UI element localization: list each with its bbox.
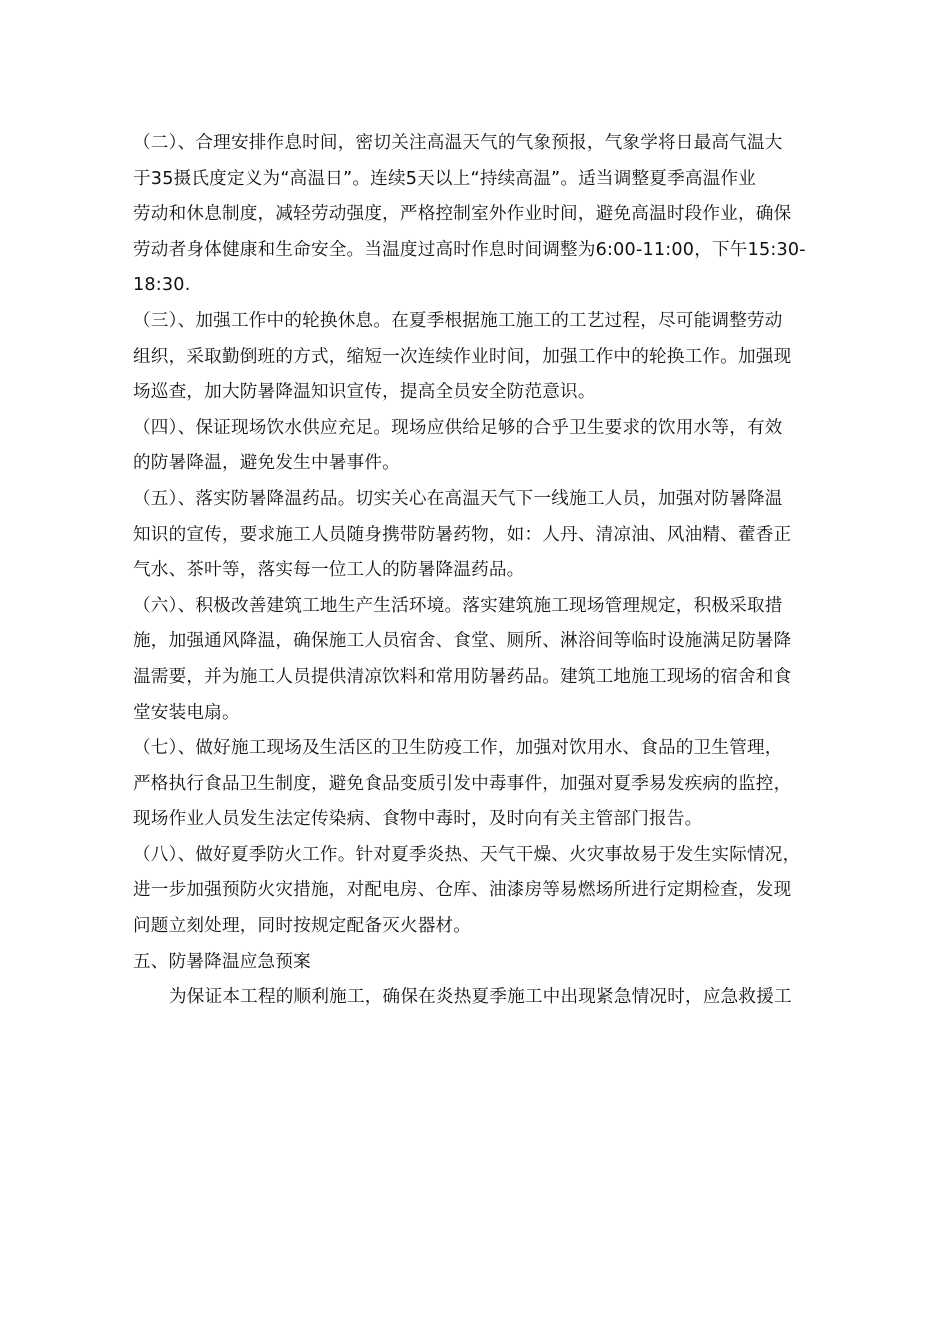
text-line: 施，加强通风降温，确保施工人员宿舍、食堂、厕所、淋浴间等临时设施满足防暑降: [133, 631, 792, 652]
text-line: （七）、做好施工现场及生活区的卫生防疫工作，加强对饮用水、食品的卫生管理，: [133, 738, 783, 759]
text-line: （四）、保证现场饮水供应充足。现场应供给足够的合乎卫生要求的饮用水等，有效: [133, 417, 783, 438]
text-line: （二）、合理安排作息时间，密切关注高温天气的气象预报，气象学将日最高气温大: [133, 133, 783, 153]
text-line: 气水、茶叶等，落实每一位工人的防暑降温药品。: [133, 560, 525, 581]
text-line: 进一步加强预防火灾措施，对配电房、仓库、油漆房等易燃场所进行定期检查，发现: [133, 880, 792, 901]
text-line: 问题立刻处理，同时按规定配备灭火器材。: [133, 916, 472, 937]
text-line: 劳动者身体健康和生命安全。当温度过高时作息时间调整为6:00-11:00，下午15:30-: [133, 239, 806, 260]
text-line: 严格执行食品卫生制度，避免食品变质引发中毒事件，加强对夏季易发疾病的监控，: [133, 773, 792, 794]
section-heading: 五、防暑降温应急预案: [133, 951, 311, 972]
text-line: 的防暑降温，避免发生中暑事件。: [133, 453, 400, 474]
text-line: 组织，采取勤倒班的方式，缩短一次连续作业时间，加强工作中的轮换工作。加强现: [133, 346, 792, 367]
text-line: 劳动和休息制度，减轻劳动强度，严格控制室外作业时间，避免高温时段作业，确保: [133, 204, 792, 225]
text-line: 场巡查，加大防暑降温知识宣传，提高全员安全防范意识。: [133, 382, 596, 403]
text-line: 现场作业人员发生法定传染病、食物中毒时，及时向有关主管部门报告。: [133, 809, 703, 830]
text-line: （五）、落实防暑降温药品。切实关心在高温天气下一线施工人员，加强对防暑降温: [133, 488, 783, 509]
text-line: 18:30.: [133, 275, 191, 296]
text-line: 于35摄氏度定义为“高温日”。连续5天以上“持续高温”。适当调整夏季高温作业: [133, 168, 757, 189]
text-line: 堂安装电扇。: [133, 702, 240, 723]
document-body: [133, 126, 845, 1016]
text-line: 温需要，并为施工人员提供清凉饮料和常用防暑药品。建筑工地施工现场的宿舍和食: [133, 666, 792, 687]
text-line: （六）、积极改善建筑工地生产生活环境。落实建筑施工现场管理规定，积极采取措: [133, 595, 783, 616]
text-line: 知识的宣传，要求施工人员随身携带防暑药物，如：人丹、清凉油、风油精、藿香正: [133, 524, 792, 545]
text-line: 为保证本工程的顺利施工，确保在炎热夏季施工中出现紧急情况时，应急救援工: [169, 987, 792, 1008]
text-line: （八）、做好夏季防火工作。针对夏季炎热、天气干燥、火灾事故易于发生实际情况，: [133, 844, 801, 865]
text-line: （三）、加强工作中的轮换休息。在夏季根据施工施工的工艺过程，尽可能调整劳动: [133, 310, 783, 331]
